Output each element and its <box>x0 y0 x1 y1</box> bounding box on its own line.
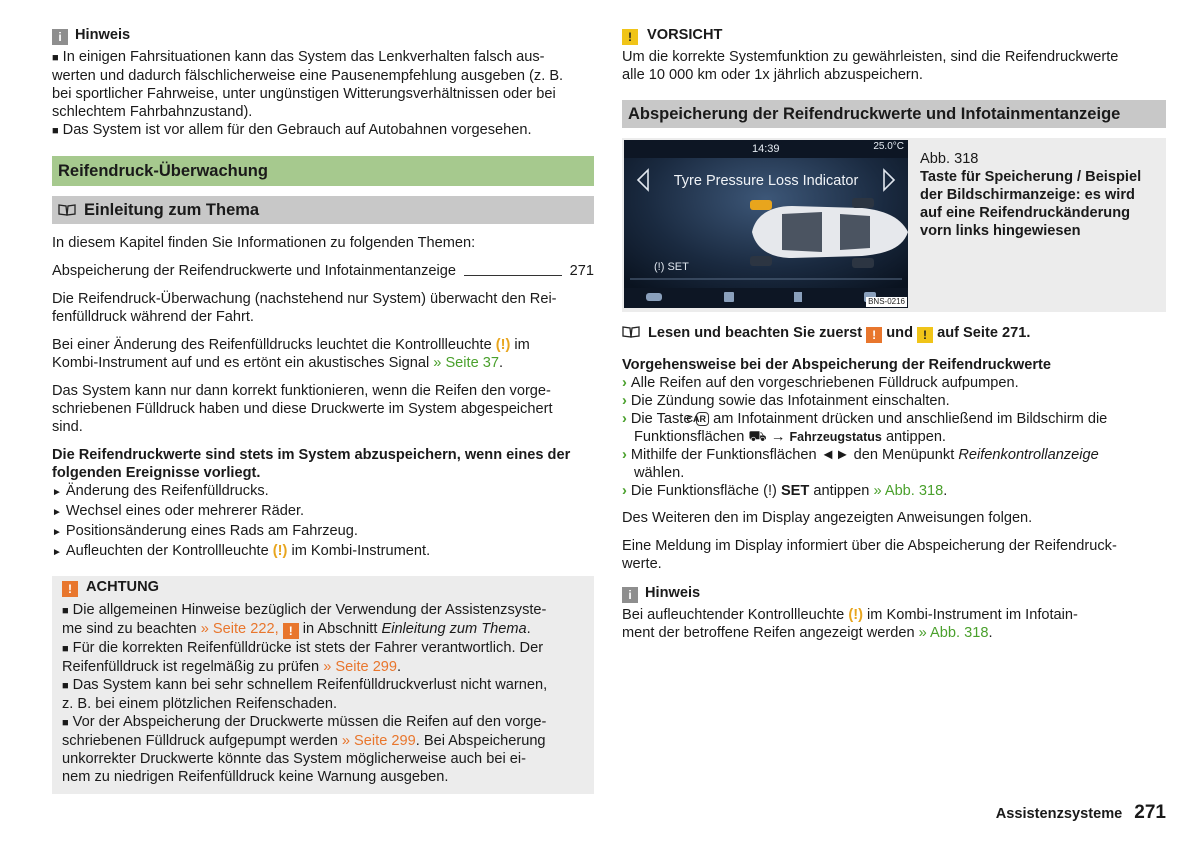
figure-number: Abb. 318 <box>920 151 979 167</box>
car-key-icon: CAR <box>696 412 710 426</box>
section-heading: Reifendruck-Überwachung <box>52 156 594 186</box>
caution-note: ! VORSICHT Um die korrekte Systemfunktion zu gewährleisten, sind die Reifendruckwerte alle 10 000 km oder 1x jährlich abzuspeichern. <box>622 27 1119 83</box>
toc-label: Abspeicherung der Reifendruckwerte und Infotainmentanzeige <box>52 263 457 279</box>
chevron-right-icon: › <box>622 375 627 391</box>
square-bullet-icon: ■ <box>62 680 69 692</box>
square-bullet-icon: ■ <box>62 643 69 655</box>
section-heading: Abspeicherung der Reifendruckwerte und Infotainmentanzeige <box>622 100 1166 128</box>
warning-exclamation-icon: ! <box>62 581 78 597</box>
footer-section: Assistenzsysteme <box>995 806 1123 822</box>
link-page-299[interactable]: » Seite 299 <box>323 659 398 675</box>
screen-set-button[interactable]: (!) SET <box>654 261 689 273</box>
tpms-warning-icon: (!) <box>272 543 288 559</box>
info-icon: i <box>52 29 68 45</box>
list-item: ► Wechsel eines oder mehrerer Räder. <box>52 503 305 519</box>
infotainment-screen <box>624 140 908 308</box>
figure-code: BNS-0216 <box>868 297 905 306</box>
read-first-note: Lesen und beachten Sie zuerst ! und ! auf Seite 271. <box>622 324 1166 343</box>
intro-text: In diesem Kapitel finden Sie Informationen zu folgenden Themen: <box>52 235 476 251</box>
warning-exclamation-icon: ! <box>283 623 299 639</box>
link-page-222[interactable]: » Seite 222, <box>200 621 279 637</box>
warning-exclamation-icon: ! <box>866 327 882 343</box>
intro-heading: Einleitung zum Thema <box>52 196 594 224</box>
square-bullet-icon: ■ <box>52 125 59 137</box>
paragraph-store-events: Die Reifendruckwerte sind stets im System abzuspeichern, wenn eines der folgenden Ereignisse vorliegt. <box>52 447 571 481</box>
list-item: › Mithilfe der Funktionsflächen ◄► den Menüpunkt Reifenkontrollanzeige wählen. <box>622 447 1099 481</box>
warning-title: ACHTUNG <box>86 579 159 595</box>
triangle-bullet-icon: ► <box>52 547 62 558</box>
hint-title: Hinweis <box>75 27 131 43</box>
screen-temperature: 25.0°C <box>873 141 904 152</box>
figure-caption: Abb. 318 Taste für Speicherung / Beispiel der Bildschirmanzeige: es wird auf eine Reifendruckänderung vorn links hingewiesen <box>920 150 1160 240</box>
tpms-warning-icon: (!) <box>495 337 511 353</box>
paragraph-system: Die Reifendruck-Überwachung (nachstehend nur System) überwacht den Rei- fenfülldruck während der Fahrt. <box>52 291 557 325</box>
toc-page: 271 <box>569 263 594 279</box>
warning-box: ! ACHTUNG ■ Die allgemeinen Hinweise bezüglich der Verwendung der Assistenzsyste- me sind zu beachten » Seite 222, ! in Abschnitt Einleitung zum Thema. ■ Für die korrekten Reifenfülldrücke ist stets der Fahrer verantwortlich. Der Reifenfülldruck ist regelmäßig zu prüfen » Seite 299. ■ Das System kann bei sehr schnellem Reifenfülldruckverlust nicht warnen, z. B. bei einem plötzlichen Reifenschaden. ■ Vor der Abspeicherung der Druckwerte müssen die Reifen auf den vorge- schriebenen Fülldruck aufgepumpt werden » Seite 299. Bei Abspeicherung unkorrekter Druckwerte könnte das System möglicherweise auch bei ei- nem zu niedrigen Reifenfülldruck keine Warnung ausgeben. <box>52 576 594 794</box>
book-icon <box>622 326 640 338</box>
tpms-icon: (!) <box>654 261 665 273</box>
chevron-right-icon: › <box>622 483 627 499</box>
square-bullet-icon: ■ <box>62 605 69 617</box>
screen-time: 14:39 <box>752 143 780 155</box>
arrow-left-right-icon: ◄► <box>820 447 850 463</box>
list-item: › Die Zündung sowie das Infotainment einschalten. <box>622 393 950 409</box>
procedure-steps <box>622 374 1166 500</box>
page-footer <box>996 804 1166 823</box>
tpms-icon: (!) <box>763 483 777 499</box>
link-figure-318[interactable]: » Abb. 318 <box>873 483 944 499</box>
triangle-bullet-icon: ► <box>52 507 62 518</box>
hint-note: i Hinweis ■ In einigen Fahrsituationen kann das System das Lenkverhalten falsch aus- werten und dadurch fälschlicherweise eine Pausenempfehlung ausgeben (z. B. bei sportlicher Fahrweise, unter ungünstigen Witterungsverhältnissen oder bei schlechtem Fahrbahnzustand). ■ Das System ist vor allem für den Gebrauch auf Autobahnen vorgesehen. <box>52 27 564 138</box>
hint-note-right: i Hinweis Bei aufleuchtender Kontrollleuchte (!) im Kombi-Instrument im Infotain- ment der betroffene Reifen angezeigt werden » Abb. 318. <box>622 585 1078 641</box>
chevron-right-icon: › <box>622 411 627 427</box>
right-column <box>622 26 1166 642</box>
screen-title: Tyre Pressure Loss Indicator <box>673 173 859 189</box>
left-column <box>52 26 594 794</box>
event-list <box>52 482 594 562</box>
car-status-icon: ⛟ <box>748 429 767 445</box>
list-item: › Alle Reifen auf den vorgeschriebenen Fülldruck aufpumpen. <box>622 375 1019 391</box>
paragraph-warning-light: Bei einer Änderung des Reifenfülldrucks leuchtet die Kontrollleuchte (!) im Kombi-Instrument auf und es ertönt ein akustisches Signal » Seite 37. <box>52 337 530 371</box>
square-bullet-icon: ■ <box>62 717 69 729</box>
infotainment-screen-graphic <box>624 140 908 308</box>
figure-318 <box>622 138 1166 312</box>
caution-exclamation-icon: ! <box>917 327 933 343</box>
list-item: ► Änderung des Reifenfülldrucks. <box>52 483 269 499</box>
link-figure-318[interactable]: » Abb. 318 <box>918 625 989 641</box>
chevron-right-icon: › <box>622 447 627 463</box>
book-icon <box>58 204 76 216</box>
paragraph-instructions: Des Weiteren den im Display angezeigten Anweisungen folgen. <box>622 510 1033 526</box>
caution-title: VORSICHT <box>647 27 723 43</box>
link-page-37[interactable]: » Seite 37 <box>433 355 500 371</box>
list-item: ► Positionsänderung eines Rads am Fahrzeug. <box>52 523 358 539</box>
list-item: ► Aufleuchten der Kontrollleuchte (!) im Kombi-Instrument. <box>52 543 431 559</box>
chevron-right-icon: › <box>622 393 627 409</box>
paragraph-function: Das System kann nur dann korrekt funktionieren, wenn die Reifen den vorge- schriebenen Fülldruck haben und diese Druckwerte im System abgespeichert sind. <box>52 383 553 435</box>
procedure-title: Vorgehensweise bei der Abspeicherung der Reifendruckwerte <box>622 357 1052 373</box>
paragraph-message: Eine Meldung im Display informiert über die Abspeicherung der Reifendruck- werte. <box>622 538 1117 572</box>
triangle-bullet-icon: ► <box>52 527 62 538</box>
info-icon: i <box>622 587 638 603</box>
link-page-299[interactable]: » Seite 299 <box>341 733 416 749</box>
tpms-warning-icon: (!) <box>848 607 863 623</box>
list-item: › Die Funktionsfläche (!) SET antippen » Abb. 318. <box>622 483 948 499</box>
caution-exclamation-icon: ! <box>622 29 638 45</box>
toc-leader-line <box>464 275 562 276</box>
page-number: 271 <box>1134 802 1166 823</box>
toc-entry[interactable] <box>52 262 594 280</box>
square-bullet-icon: ■ <box>52 52 59 64</box>
triangle-bullet-icon: ► <box>52 487 62 498</box>
list-item: › Die Taste CAR am Infotainment drücken und anschließend im Bildschirm die Funktionsflächen ⛟ → Fahrzeugstatus antippen. <box>622 411 1108 445</box>
